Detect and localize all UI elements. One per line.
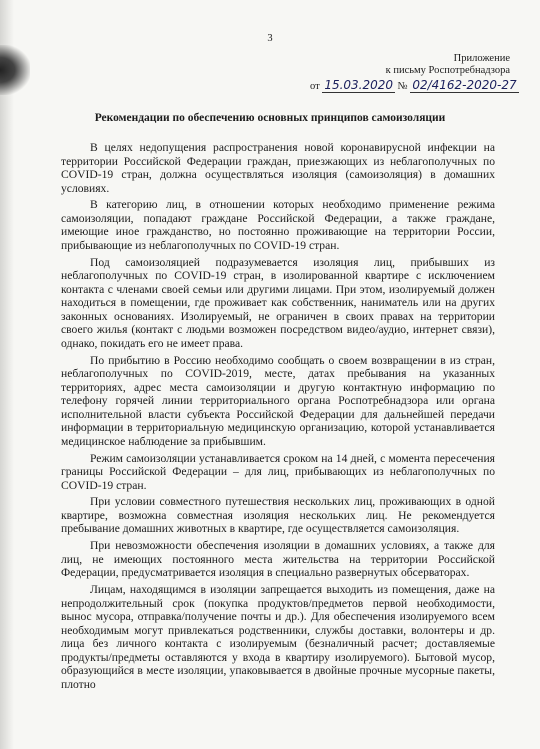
handwritten-date: 15.03.2020 [324,78,394,92]
document-body [61,141,495,691]
paragraph: При условии совместного путешествия нескольких лиц, проживающих в одной квартире, возможна совместная изоляция нескольких лиц. Не рекомендуется пребывание домашних животных в квартире, где осуществляется самоизоляция. [61,495,495,536]
paragraph: При невозможности обеспечения изоляции в домашних условиях, а также для лиц, не имеющих постоянного места жительства на территории Российской Федерации, предусматривается изоляция в специально развернутых обсерваторах. [61,539,495,580]
annex-subtitle: к письму Роспотребнадзора [385,65,510,76]
paragraph: В целях недопущения распространения новой коронавирусной инфекции на территории Российской Федерации граждан, приезжающих из неблагополучных по COVID-19 стран, должна осуществляться изоляция (самоизоляция) в домашних условиях. [61,141,495,195]
annex-block [310,53,517,93]
number-prefix: № [397,81,408,92]
paragraph: Под самоизоляцией подразумевается изоляция лиц, прибывших из неблагополучных по COVID-19 стран, в изолированной квартире с исключением контакта с членами своей семьи или другими лицами. При этом, изолируемый должен находиться в помещении, где проживает как собственник, наниматель или на других законных основаниях. Изолируемый, не ограничен в своих правах на территории своего жилья (контакт с людьми возможен посредством видео/аудио, интернет связи), однако, покидать его не имеет права. [61,255,495,350]
paragraph: По прибытию в Россию необходимо сообщать о своем возвращении в из стран, неблагополучных по COVID-2019, месте, датах пребывания на указанных территориях, адрес места самоизоляции и другую контактную информацию по телефону горячей линии территориального органа Роспотребнадзора или органа исполнительной власти субъекта Российской Федерации для дальнейшей передачи информации в территориальную медицинскую организацию, которой устанавливается медицинское наблюдение за прибывшим. [61,353,495,448]
paragraph: Режим самоизоляции устанавливается сроком на 14 дней, с момента пересечения границы Российской Федерации – для лиц, прибывающих из неблагополучных по COVID-19 стран. [61,451,495,492]
page-number: 3 [267,33,273,44]
annex-title: Приложение [453,53,510,64]
document-title: Рекомендации по обеспечению основных принципов самоизоляции [94,112,446,124]
paragraph: Лицам, находящимся в изоляции запрещается выходить из помещения, даже на непродолжительный срок (покупка продуктов/предметов первой необходимости, вынос мусора, отправка/получение почты и др.). Для обеспечения изолируемого всем необходимым могут привлекаться родственники, службы доставки, волонтеры и др. лица без личного контакта с изолируемым (безналичный расчет; доставляемые продукты/предметы оставляются у входа в квартиру изолируемого). Бытовой мусор, образующийся в месте изоляции, упаковывается в двойные прочные мусорные пакеты, плотно [61,583,495,691]
handwritten-number: 02/4162-2020-27 [412,78,517,92]
scan-binding-mark [0,45,30,95]
date-prefix: от [310,81,320,92]
paragraph: В категорию лиц, в отношении которых необходимо применение режима самоизоляции, попадают граждане Российской Федерации, а также граждане, имеющие иное гражданство, но постоянно проживающие на территории России, прибывающие из неблагополучных по COVID-19 стран. [61,198,495,252]
annex-reference [310,78,517,93]
